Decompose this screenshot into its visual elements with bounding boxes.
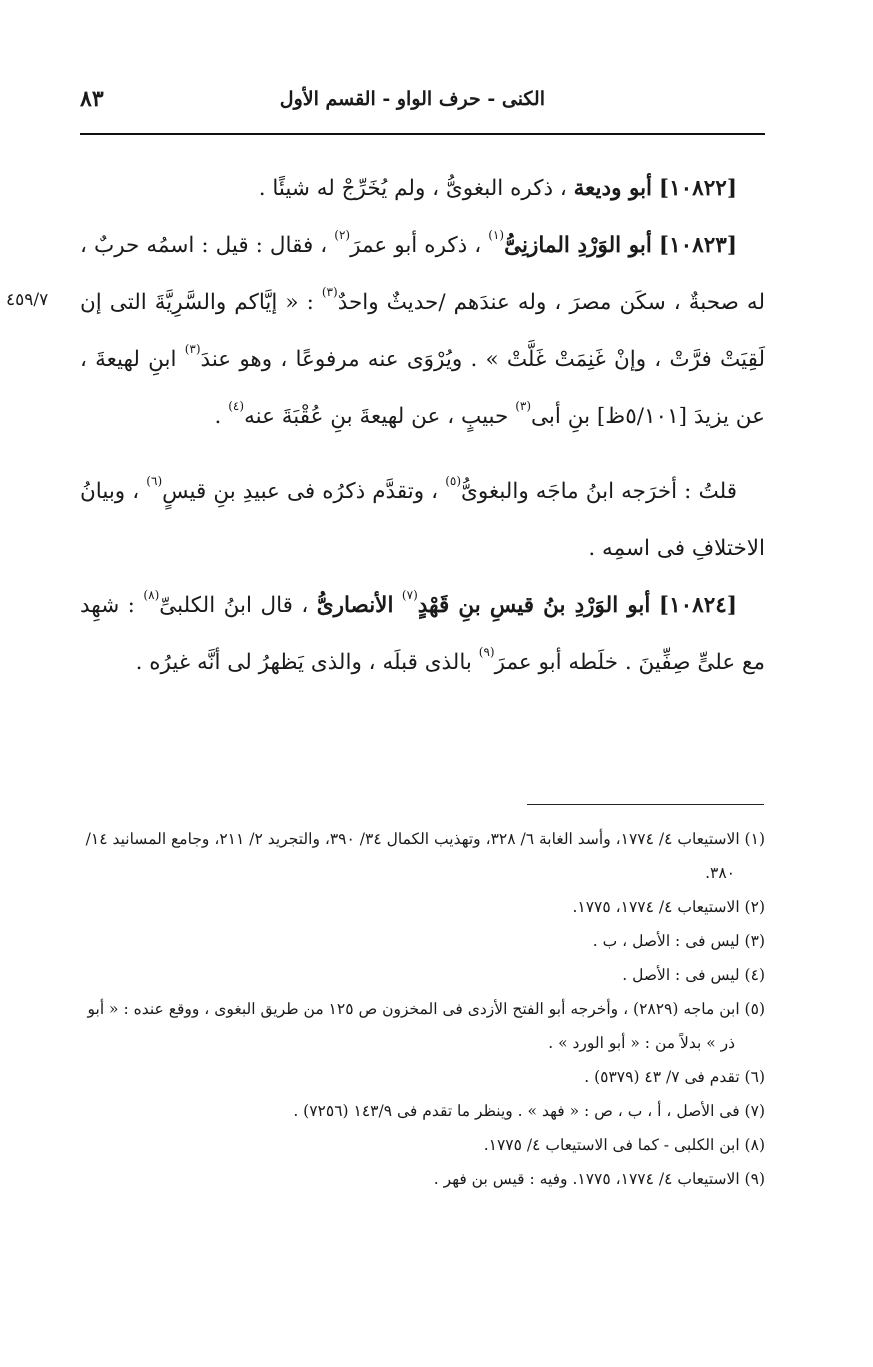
entry-text: : شهِد مع علىٍّ صِفِّينَ . خلَطه أبو عمرَ xyxy=(80,593,765,675)
footnote: (٧) فى الأصل ، أ ، ب ، ص : « فهد » . وينظر ما تقدم فى ١٤٣/٩ (٧٢٥٦) . xyxy=(293,1102,765,1120)
editor-note xyxy=(80,463,765,577)
page-number: ٨٣ xyxy=(80,86,104,112)
footnote: (٩) الاستيعاب ٤/ ١٧٧٤، ١٧٧٥. وفيه : قيس بن فهر . xyxy=(433,1170,765,1188)
footnote: (١) الاستيعاب ٤/ ١٧٧٤، وأسد الغابة ٦/ ٣٢٨، وتهذيب الكمال ٣٤/ ٣٩٠، والتجريد ٢/ ٢١١، وجامع المسانيد ١٤/ ٣٨٠. xyxy=(85,830,765,882)
header-rule xyxy=(80,133,765,135)
footnote-rule xyxy=(527,804,764,805)
footnotes xyxy=(80,822,765,1196)
entry-text: ، فقال : قيل : اسمُه حربٌ ، له صحبةٌ ، سكَن مصرَ ، وله عندَهم /حديثٌ واحدٌ xyxy=(80,233,765,315)
footnote-ref: (٥) xyxy=(445,474,462,488)
entry-text: : « إيَّاكم والسَّرِيَّةَ التى إن لَقِيَتْ فرَّتْ ، وإنْ غَنِمَتْ غَلَّتْ » . ويُرْوَى عنه مرفوعًا ، وهو عندَ xyxy=(80,290,766,372)
footnote-ref: (٩) xyxy=(478,645,495,659)
entry-10823 xyxy=(80,217,765,445)
entry-nisba: الأنصارىُّ xyxy=(316,593,394,618)
footnote: (٦) تقدم فى ٧/ ٤٣ (٥٣٧٩) . xyxy=(584,1068,765,1086)
footnote-ref: (٢) xyxy=(334,228,351,242)
footnote: (٨) ابن الكلبى - كما فى الاستيعاب ٤/ ١٧٧٥. xyxy=(483,1136,765,1154)
entry-text: ، ذكره أبو عمرَ xyxy=(350,233,482,258)
footnote: (٢) الاستيعاب ٤/ ١٧٧٤، ١٧٧٥. xyxy=(572,898,765,916)
footnote: (٥) ابن ماجه (٢٨٢٩) ، وأخرجه أبو الفتح الأزدى فى المخزون ص ١٢٥ من طريق البغوى ، ووقع عنده : « أبو ذر » بدلاً من : « أبو الورد » . xyxy=(87,1000,765,1052)
footnote-ref: (٣) xyxy=(515,399,532,413)
entry-text: ، قال ابنُ الكلبىِّ xyxy=(159,593,309,618)
entry-text: ابنِ لهيعةَ ، عن يزيدَ [٥/١٠١ظ] بنِ أبى xyxy=(80,347,765,429)
entry-text: . xyxy=(214,404,222,429)
entry-10822 xyxy=(80,160,765,217)
entry-number: [١٠٨٢٤] xyxy=(658,593,737,618)
entry-text: حبيبٍ ، عن لهيعةَ بنِ عُقْبَةَ عنه xyxy=(244,404,509,429)
footnote-ref: (٧) xyxy=(401,588,418,602)
footnote-ref: (٦) xyxy=(146,474,163,488)
footnote-ref: (٣) xyxy=(184,342,201,356)
entry-name: أبو وديعة xyxy=(573,176,653,201)
footnote-ref: (٨) xyxy=(143,588,160,602)
entry-name: أبو الوَرْدِ المازنِىُّ xyxy=(504,233,652,258)
footnote: (٤) ليس فى : الأصل . xyxy=(622,966,765,984)
footnote: (٣) ليس فى : الأصل ، ب . xyxy=(592,932,765,950)
entry-number: [١٠٨٢٢] xyxy=(658,176,737,201)
margin-reference: ٤٥٩/٧ xyxy=(6,290,49,310)
running-title: الكنى - حرف الواو - القسم الأول xyxy=(279,88,545,110)
note-text: قلتُ : أخرَجه ابنُ ماجَه والبغوىُّ xyxy=(461,479,737,504)
entry-name: أبو الوَرْدِ بنُ قيسِ بنِ قَهْدٍ xyxy=(417,593,651,618)
entry-10824 xyxy=(80,577,765,691)
entry-text: ، ذكره البغوىُّ ، ولم يُخَرِّجْ له شيئًا . xyxy=(258,176,567,201)
footnote-ref: (٤) xyxy=(228,399,245,413)
note-text: ، وبيانُ الاختلافِ فى اسمِه . xyxy=(80,479,765,561)
note-text: ، وتقدَّم ذكرُه فى عبيدِ بنِ قيسٍ xyxy=(162,479,439,504)
page-header xyxy=(80,88,765,124)
entry-text: بالذى قبلَه ، والذى يَظهرُ لى أنَّه غيرُه . xyxy=(135,650,472,675)
entry-number: [١٠٨٢٣] xyxy=(658,233,738,258)
footnote-ref: (١) xyxy=(488,228,505,242)
footnote-ref: (٣) xyxy=(321,285,338,299)
main-text xyxy=(80,160,765,691)
